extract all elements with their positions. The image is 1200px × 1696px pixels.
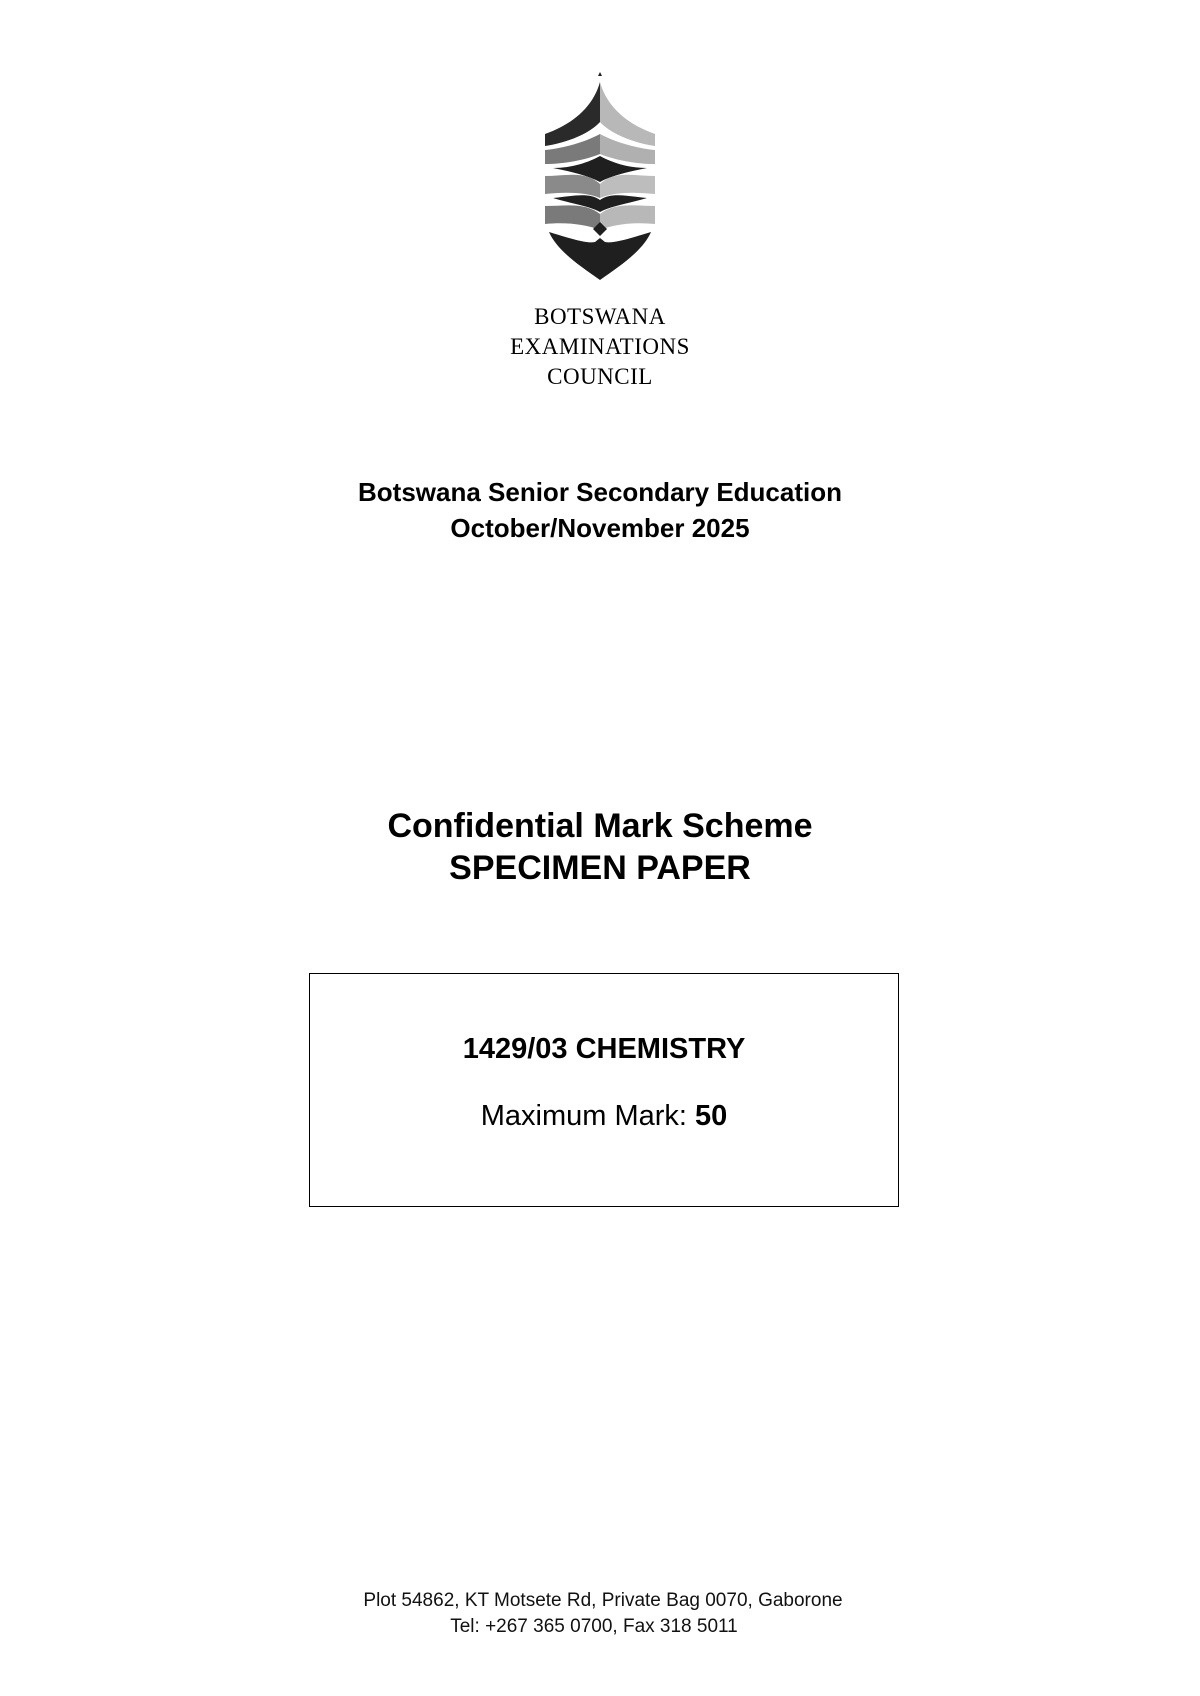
paper-info-box	[309, 973, 899, 1207]
organization-name-line: COUNCIL	[547, 364, 653, 389]
council-logo-emblem	[533, 72, 668, 287]
logo-tip	[598, 72, 602, 76]
logo-band-3-left	[545, 205, 600, 230]
footer-address: Plot 54862, KT Motsete Rd, Private Bag 0070, Gaborone	[363, 1590, 843, 1611]
organization-name	[400, 302, 800, 392]
paper-code-subject: 1429/03 CHEMISTRY	[462, 1033, 746, 1065]
footer-contact	[200, 1588, 1000, 1640]
document-title: Confidential Mark Scheme	[387, 807, 813, 845]
maximum-mark-label: Maximum Mark:	[480, 1100, 696, 1132]
logo-band-2-left	[545, 175, 600, 198]
organization-name-line: BOTSWANA	[534, 304, 666, 329]
education-heading	[200, 474, 1000, 546]
logo-band-2-right	[600, 175, 655, 198]
logo-base	[549, 232, 651, 280]
maximum-mark-value: 50	[695, 1100, 728, 1132]
logo-band-3-right	[600, 205, 655, 230]
logo-spire-right	[600, 82, 655, 146]
document-title-block	[200, 805, 1000, 889]
footer-phone-fax: Tel: +267 365 0700, Fax 318 5011	[450, 1616, 738, 1637]
programme-title: Botswana Senior Secondary Education	[358, 477, 842, 507]
exam-session: October/November 2025	[450, 513, 750, 543]
organization-name-line: EXAMINATIONS	[510, 334, 690, 359]
logo-spire-left	[545, 82, 600, 146]
maximum-mark	[310, 1099, 898, 1133]
document-subtitle: SPECIMEN PAPER	[449, 849, 751, 887]
